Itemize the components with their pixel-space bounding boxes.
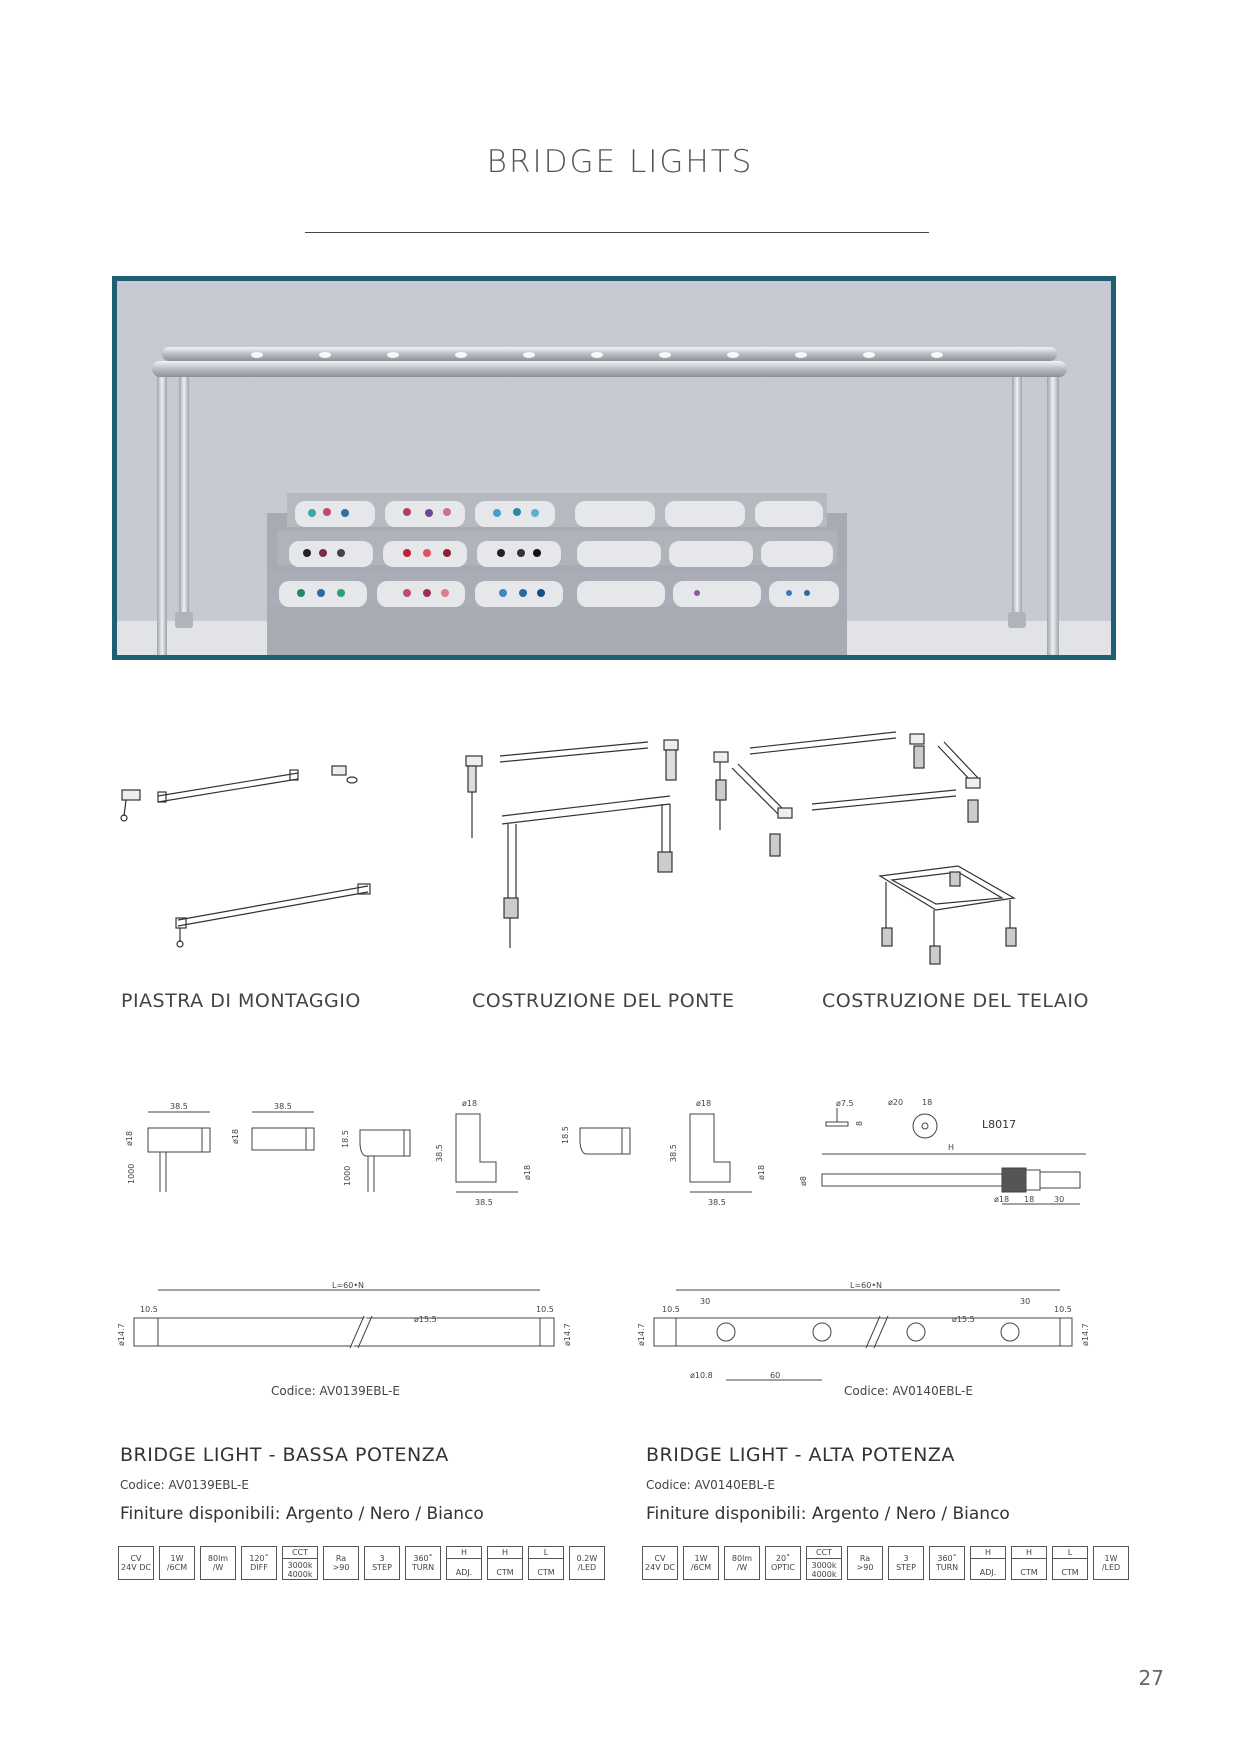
dim-18-5: 18.5	[341, 1130, 350, 1148]
spec-rotation-icon: 360˚ TURN	[405, 1546, 441, 1580]
dim-d15-5-b: ø15.5	[952, 1315, 975, 1324]
product-photo	[112, 276, 1116, 660]
spec-cct: CCT 3000k 4000k	[806, 1546, 842, 1580]
spec-rotation-icon: 360˚ TURN	[929, 1546, 965, 1580]
spec-beam-angle: 20˚ OPTIC	[765, 1546, 801, 1580]
dim-L60: L=60•N	[332, 1281, 365, 1290]
model-label: L8017	[982, 1118, 1017, 1131]
dim-d10-8: ø10.8	[690, 1371, 713, 1380]
end-cap-drawing	[231, 1102, 314, 1150]
dim-18: ø18	[125, 1130, 134, 1146]
spec-height-custom: H CTM	[1011, 1546, 1047, 1580]
product-finish-high-power: Finiture disponibili: Argento / Nero / Bianco	[646, 1504, 1010, 1524]
dim-L60-b: L=60•N	[850, 1281, 883, 1290]
technical-drawings	[110, 1092, 1130, 1242]
page-number: 27	[1138, 1666, 1164, 1690]
photo-illustration	[117, 281, 1111, 655]
product-title-low-power: BRIDGE LIGHT - BASSA POTENZA	[120, 1444, 449, 1466]
spec-power-per-length: 1W /6CM	[159, 1546, 195, 1580]
end-cap-with-cable-drawing	[125, 1102, 210, 1192]
spec-efficacy: 80lm /W	[724, 1546, 760, 1580]
dim-18-b: ø18	[231, 1128, 240, 1144]
dim-10-5-r: 10.5	[536, 1305, 554, 1314]
spec-voltage: CV 24V DC	[118, 1546, 154, 1580]
bridge-construction-diagram	[466, 740, 678, 948]
dim-10-5-r2: 10.5	[1054, 1305, 1072, 1314]
dim-18-post-b: 18	[1024, 1195, 1035, 1204]
spec-height-adjustable: H ADJ.	[446, 1546, 482, 1580]
caption-bridge-construction: COSTRUZIONE DEL PONTE	[472, 990, 735, 1012]
post-drawing	[799, 1098, 1086, 1204]
product-code-high-power: Codice: AV0140EBL-E	[646, 1478, 775, 1492]
low-power-profile-drawing	[117, 1281, 572, 1348]
dim-60: 60	[770, 1371, 781, 1380]
spec-height-adjustable: H ADJ.	[970, 1546, 1006, 1580]
spec-beam-angle: 120˚ DIFF	[241, 1546, 277, 1580]
dim-38-5-c: 38.5	[475, 1198, 493, 1207]
spec-power-per-length: 1W /6CM	[683, 1546, 719, 1580]
dim-38-5-e: 38.5	[708, 1198, 726, 1207]
dim-30-b: 30	[1020, 1297, 1031, 1306]
spec-efficacy: 80lm /W	[200, 1546, 236, 1580]
page-title: BRIDGE LIGHTS	[486, 144, 754, 180]
dim-38-5: 38.5	[170, 1102, 188, 1111]
product-code-low-power: Codice: AV0139EBL-E	[120, 1478, 249, 1492]
dim-d20: ø20	[888, 1098, 904, 1107]
mounting-plate-diagram	[121, 766, 370, 947]
product-title-high-power: BRIDGE LIGHT - ALTA POTENZA	[646, 1444, 955, 1466]
spec-height-custom: H CTM	[487, 1546, 523, 1580]
dim-18-post: 18	[922, 1098, 933, 1107]
spec-length-custom: L CTM	[528, 1546, 564, 1580]
spec-voltage: CV 24V DC	[642, 1546, 678, 1580]
spec-row-low-power	[118, 1546, 605, 1580]
dim-d18-elbow: ø18	[462, 1099, 478, 1108]
dim-8: 8	[855, 1120, 864, 1126]
spec-power-per-led: 1W /LED	[1093, 1546, 1129, 1580]
dim-d14-7-r: ø14.7	[563, 1323, 572, 1346]
dim-d18-post: ø18	[994, 1195, 1010, 1204]
spec-cct: CCT 3000k 4000k	[282, 1546, 318, 1580]
caption-mounting-plate: PIASTRA DI MONTAGGIO	[121, 990, 361, 1012]
dim-d14-7-l2: ø14.7	[637, 1323, 646, 1346]
title-divider	[305, 232, 929, 233]
profile-drawings	[110, 1280, 1130, 1390]
dim-38-5-f: 38.5	[669, 1144, 678, 1162]
spec-macadam: 3 STEP	[888, 1546, 924, 1580]
dim-38-5-b: 38.5	[274, 1102, 292, 1111]
spec-cri: Ra >90	[323, 1546, 359, 1580]
dim-d7-5: ø7.5	[836, 1099, 854, 1108]
dim-1000-b: 1000	[343, 1165, 352, 1186]
dim-d18-elbow-b: ø18	[696, 1099, 712, 1108]
spec-macadam: 3 STEP	[364, 1546, 400, 1580]
dim-1000: 1000	[127, 1163, 136, 1184]
dim-o8: ø8	[799, 1176, 808, 1186]
profile-code-right: Codice: AV0140EBL-E	[844, 1384, 973, 1398]
high-power-profile-drawing	[637, 1281, 1090, 1380]
dim-18-5-b: 18.5	[561, 1126, 570, 1144]
caption-frame-construction: COSTRUZIONE DEL TELAIO	[822, 990, 1089, 1012]
dim-d14-7-l: ø14.7	[117, 1323, 126, 1346]
dim-30-post: 30	[1054, 1195, 1065, 1204]
dim-H: H	[948, 1143, 955, 1152]
elbow-connector-drawing-b	[669, 1099, 766, 1207]
dim-d14-7-r2: ø14.7	[1081, 1323, 1090, 1346]
spec-power-per-led: 0.2W /LED	[569, 1546, 605, 1580]
product-finish-low-power: Finiture disponibili: Argento / Nero / Bianco	[120, 1504, 484, 1524]
profile-code-left: Codice: AV0139EBL-E	[271, 1384, 400, 1398]
elbow-connector-drawing	[435, 1099, 532, 1207]
spec-length-custom: L CTM	[1052, 1546, 1088, 1580]
dim-d18-side: ø18	[523, 1164, 532, 1180]
assembly-diagrams	[110, 690, 1130, 980]
round-cap-with-cable-drawing	[341, 1130, 410, 1192]
spec-cri: Ra >90	[847, 1546, 883, 1580]
spec-row-high-power	[642, 1546, 1129, 1580]
frame-construction-diagram	[714, 732, 1016, 964]
dim-10-5-l: 10.5	[140, 1305, 158, 1314]
dim-d15-5: ø15.5	[414, 1315, 437, 1324]
dim-d18-side-b: ø18	[757, 1164, 766, 1180]
dim-30-a: 30	[700, 1297, 711, 1306]
dim-10-5-l2: 10.5	[662, 1305, 680, 1314]
round-cap-drawing	[561, 1126, 630, 1154]
dim-38-5-d: 38.5	[435, 1144, 444, 1162]
